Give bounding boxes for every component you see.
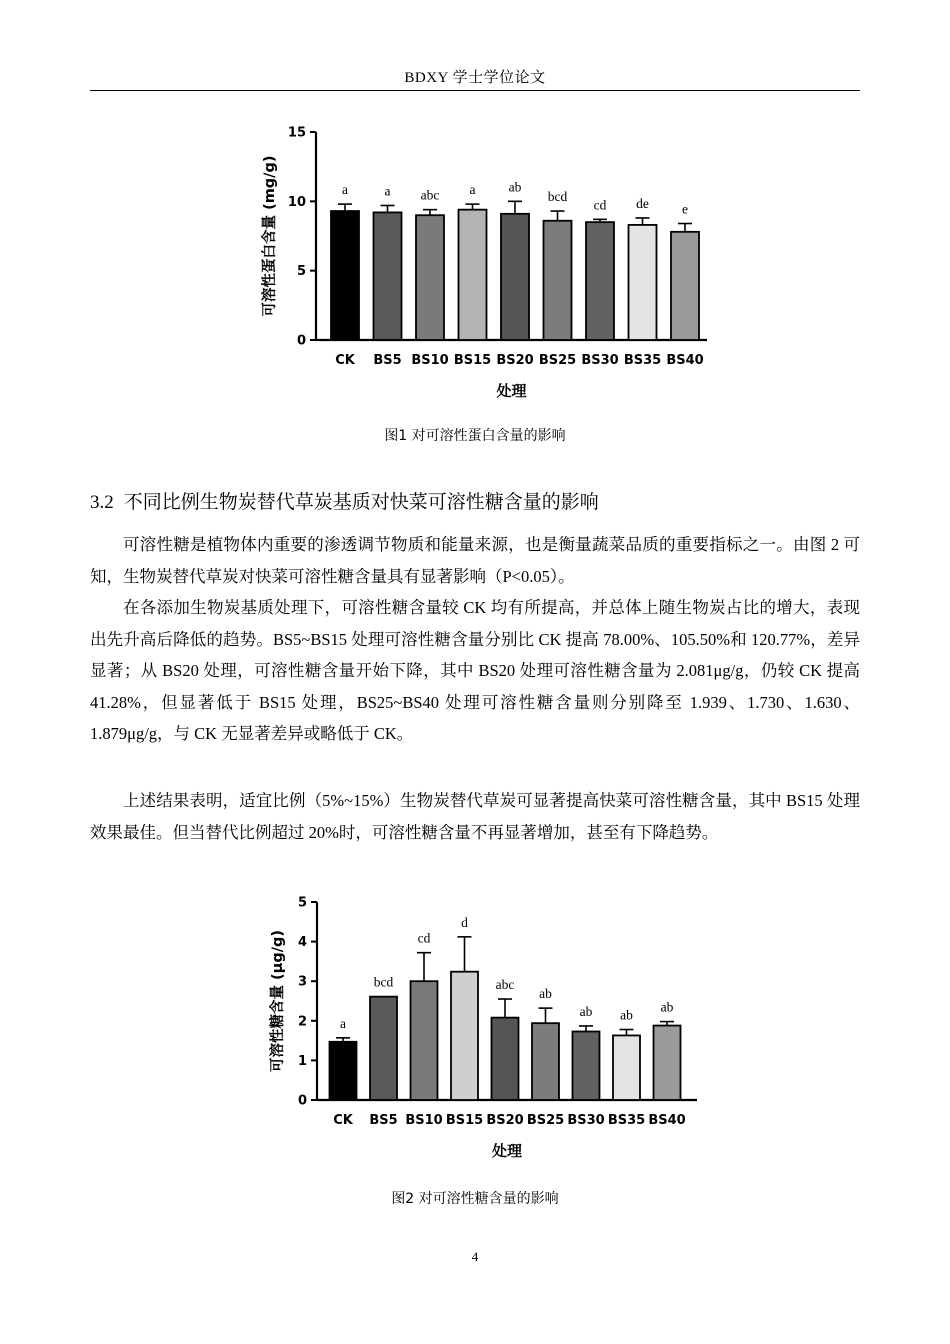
significance-label-BS15: d	[461, 914, 468, 930]
bar-CK	[331, 211, 359, 340]
sugar-bar-chart	[262, 882, 732, 1172]
figure-1-chart	[252, 118, 732, 408]
bar-BS25	[544, 221, 572, 340]
x-tick-label-BS15: BS15	[453, 353, 492, 368]
bar-BS20	[492, 1018, 519, 1100]
y-tick-label: 15	[287, 125, 306, 141]
x-tick-label-BS5: BS5	[369, 1113, 398, 1128]
section-title-text: 不同比例生物炭替代草炭基质对快菜可溶性糖含量的影响	[123, 491, 599, 513]
x-tick-label-CK: CK	[333, 1113, 353, 1128]
paragraph-1: 可溶性糖是植物体内重要的渗透调节物质和能量来源，也是衡量蔬菜品质的重要指标之一。由图 2 可知，生物炭替代草炭对快菜可溶性糖含量具有显著影响（P<0.05）。	[90, 535, 860, 586]
significance-label-BS20: abc	[495, 977, 515, 993]
significance-label-BS5: a	[384, 183, 391, 199]
page-header: BDXY 学士学位论文	[404, 70, 546, 86]
bar-BS20	[501, 214, 529, 340]
x-tick-label-BS15: BS15	[445, 1113, 484, 1128]
bar-BS25	[532, 1023, 559, 1100]
x-axis-title: 处理	[496, 382, 527, 400]
x-axis-title: 处理	[491, 1142, 523, 1160]
y-tick-label: 5	[297, 895, 307, 911]
significance-label-BS10: cd	[417, 930, 431, 946]
y-tick-label: 3	[297, 974, 307, 990]
x-tick-label-BS5: BS5	[373, 353, 402, 368]
bar-BS35	[613, 1035, 640, 1100]
y-tick-label: 5	[296, 264, 306, 280]
x-tick-label-BS35: BS35	[623, 353, 662, 368]
bar-BS5	[370, 997, 397, 1100]
significance-label-BS30: ab	[579, 1003, 593, 1019]
bar-CK	[330, 1042, 357, 1100]
significance-label-BS15: a	[469, 182, 476, 198]
y-tick-label: 0	[297, 1093, 307, 1109]
y-tick-label: 0	[296, 333, 306, 349]
figure-2-caption: 图2 对可溶性糖含量的影响	[391, 1191, 559, 1207]
x-tick-label-BS25: BS25	[526, 1113, 565, 1128]
x-tick-label-BS20: BS20	[486, 1113, 524, 1128]
significance-label-BS35: de	[636, 195, 649, 211]
bar-BS40	[671, 232, 699, 340]
bar-BS30	[573, 1031, 600, 1100]
significance-label-BS40: ab	[660, 999, 674, 1015]
bar-BS10	[411, 981, 438, 1100]
x-tick-label-BS40: BS40	[666, 353, 704, 368]
y-axis-title: 可溶性蛋白含量 (mg/g)	[262, 155, 278, 317]
bar-BS10	[416, 215, 444, 340]
x-tick-label-BS10: BS10	[411, 353, 449, 368]
significance-label-BS10: abc	[420, 187, 440, 203]
bar-BS30	[586, 222, 614, 340]
x-tick-label-BS30: BS30	[581, 353, 619, 368]
figure-1-caption: 图1 对可溶性蛋白含量的影响	[384, 428, 566, 444]
figure-2-chart	[262, 882, 732, 1172]
header-rule	[90, 90, 860, 91]
significance-label-CK: a	[342, 182, 348, 198]
bar-BS5	[374, 212, 402, 340]
y-axis-title: 可溶性糖含量 (μg/g)	[270, 929, 286, 1073]
paragraph-2: 在各添加生物炭基质处理下，可溶性糖含量较 CK 均有所提高，并总体上随生物炭占比的增大，表现出先升高后降低的趋势。BS5~BS15 处理可溶性糖含量分别比 CK 提高 78.00%、105.50%和 120.77%，差异显著；从 BS20 处理，可溶性糖含量开始下降，其中 BS20 处理可溶性糖含量为 2.081μg/g，仍较 CK 提高 41.28%，但显著低于 BS15 处理，BS25~BS40 处理可溶性糖含量则分别降至 1.939、1.730、1.630、1.879μg/g，与 CK 无显著差异或略低于 CK。	[90, 598, 860, 743]
x-tick-label-BS10: BS10	[405, 1113, 443, 1128]
bar-BS35	[629, 225, 657, 340]
significance-label-BS25: ab	[539, 986, 552, 1002]
bar-BS15	[451, 972, 478, 1100]
x-tick-label-BS20: BS20	[496, 353, 534, 368]
x-tick-label-BS35: BS35	[607, 1113, 646, 1128]
protein-bar-chart	[252, 118, 732, 408]
paragraph-3: 上述结果表明，适宜比例（5%~15%）生物炭替代草炭可显著提高快菜可溶性糖含量，其中 BS15 处理效果最佳。但当替代比例超过 20%时，可溶性糖含量不再显著增加，甚至有下降趋势。	[90, 791, 860, 842]
y-tick-label: 4	[297, 935, 307, 951]
significance-label-BS5: bcd	[373, 974, 394, 990]
significance-label-BS20: ab	[508, 179, 522, 195]
significance-label-BS35: ab	[620, 1007, 633, 1023]
x-tick-label-CK: CK	[335, 353, 355, 368]
x-tick-label-BS30: BS30	[567, 1113, 605, 1128]
bar-BS15	[459, 210, 487, 340]
significance-label-BS30: cd	[593, 197, 607, 213]
x-tick-label-BS25: BS25	[538, 353, 577, 368]
significance-label-BS40: e	[682, 201, 688, 217]
section-number: 3.2	[90, 492, 114, 513]
significance-label-CK: a	[340, 1015, 346, 1031]
y-tick-label: 2	[297, 1014, 307, 1030]
significance-label-BS25: bcd	[547, 189, 568, 205]
section-heading	[90, 487, 599, 514]
y-tick-label: 1	[297, 1053, 307, 1069]
x-tick-label-BS40: BS40	[648, 1113, 686, 1128]
page-number: 4	[471, 1249, 479, 1264]
bar-BS40	[654, 1026, 681, 1100]
y-tick-label: 10	[287, 194, 306, 210]
